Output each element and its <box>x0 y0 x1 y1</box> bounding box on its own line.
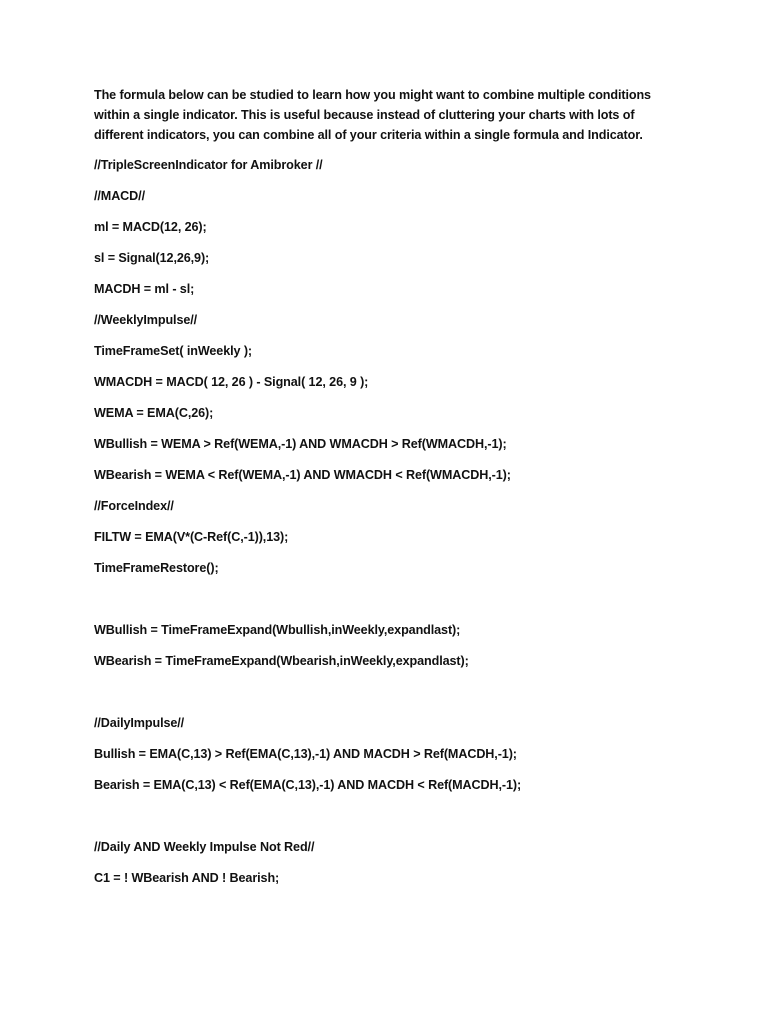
code-line-wema: WEMA = EMA(C,26); <box>94 406 214 420</box>
code-line-wmacdh: WMACDH = MACD( 12, 26 ) - Signal( 12, 26, 9 ); <box>94 375 369 389</box>
code-line-sl: sl = Signal(12,26,9); <box>94 251 210 265</box>
code-line-wbullish: WBullish = WEMA > Ref(WEMA,-1) AND WMACDH > Ref(WMACDH,-1); <box>94 437 507 451</box>
code-line-bullish: Bullish = EMA(C,13) > Ref(EMA(C,13),-1) AND MACDH > Ref(MACDH,-1); <box>94 747 517 761</box>
code-line-ml: ml = MACD(12, 26); <box>94 220 207 234</box>
code-comment-weekly-impulse: //WeeklyImpulse// <box>94 313 198 327</box>
code-line-macdh: MACDH = ml - sl; <box>94 282 195 296</box>
code-comment-macd: //MACD// <box>94 189 145 203</box>
intro-paragraph: The formula below can be studied to learn how you might want to combine multiple conditions within a single indicator. This is useful because instead of cluttering your charts with lots of different indicators, you can combine all of your criteria within a single formula and Indicator. <box>94 88 651 142</box>
code-line-bearish: Bearish = EMA(C,13) < Ref(EMA(C,13),-1) AND MACDH < Ref(MACDH,-1); <box>94 778 522 792</box>
code-comment-force-index: //ForceIndex// <box>94 499 174 513</box>
code-line-wbearish: WBearish = WEMA < Ref(WEMA,-1) AND WMACDH < Ref(WMACDH,-1); <box>94 468 511 482</box>
code-line-wbullish-expand: WBullish = TimeFrameExpand(Wbullish,inWeekly,expandlast); <box>94 623 461 637</box>
code-comment-title: //TripleScreenIndicator for Amibroker // <box>94 158 323 172</box>
code-line-wbearish-expand: WBearish = TimeFrameExpand(Wbearish,inWeekly,expandlast); <box>94 654 469 668</box>
code-comment-daily-impulse: //DailyImpulse// <box>94 716 185 730</box>
code-line-timeframeset: TimeFrameSet( inWeekly ); <box>94 344 253 358</box>
code-comment-not-red: //Daily AND Weekly Impulse Not Red// <box>94 840 315 854</box>
code-line-filtw: FILTW = EMA(V*(C-Ref(C,-1)),13); <box>94 530 289 544</box>
code-line-c1: C1 = ! WBearish AND ! Bearish; <box>94 871 280 885</box>
code-line-timeframerestore: TimeFrameRestore(); <box>94 561 219 575</box>
